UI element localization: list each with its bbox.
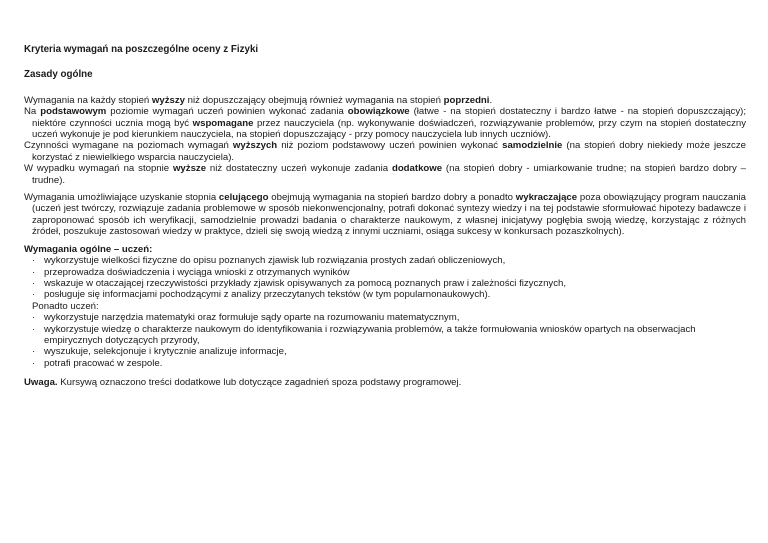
celujacy-paragraph: Wymagania umożliwiające uzyskanie stopnia celującego obejmują wymagania na stopień bardzo dobry a ponadto wykraczające poza obowiązujący program nauczania (uczeń jest twórczy, rozwiązuje zadania problemowe w sposób niekonwencjonalny, potrafi dokonać syntezy wiedzy i na tej podstawie sformułować hipotezy badawcze i zaproponować sposób ich weryfikacji, samodzielnie prowadzi badania o charakterze naukowym, z własnej inicjatywy pogłębia swoją wiedzę, korzystając z różnych źródeł, poszukuje zastosowań wiedzy w praktyce, dzieli się swoją wiedzą z innymi uczniami, osiąga sukcesy w konkursach pozaszkolnych). — [24, 192, 747, 238]
list-item: · wyszukuje, selekcjonuje i krytycznie analizuje informacje, — [32, 346, 287, 358]
document-page — [24, 44, 746, 389]
bullet-icon: · — [32, 255, 36, 267]
additional-requirements-label: Ponadto uczeń: — [32, 300, 99, 312]
rule-paragraph-4: W wypadku wymagań na stopnie wyższe niż dostateczny uczeń wykonuje zadania dodatkowe (na stopień dobry - umiarkowanie trudne; na stopień bardzo dobry – trudne). — [24, 163, 746, 186]
list-item: · wykorzystuje wielkości fizyczne do opisu poznanych zjawisk lub rozwiązania prostych zadań obliczeniowych, — [32, 255, 506, 267]
note-paragraph: Uwaga. Kursywą oznaczono treści dodatkowe lub dotyczące zagadnień spoza podstawy programowej. — [24, 377, 462, 389]
general-requirements-block — [24, 244, 746, 369]
note-label: Uwaga. — [24, 377, 58, 389]
rule-paragraph-1: Wymagania na każdy stopień wyższy niż dopuszczający obejmują również wymagania na stopień poprzedni. — [24, 94, 493, 106]
note-block — [24, 377, 746, 388]
general-requirements-heading: Wymagania ogólne – uczeń: — [24, 243, 153, 255]
document-title: Kryteria wymagań na poszczególne oceny z Fizyki — [24, 44, 259, 55]
bullet-icon: · — [32, 277, 36, 289]
bullet-icon: · — [32, 323, 36, 335]
list-item: · przeprowadza doświadczenia i wyciąga wnioski z otrzymanych wyników — [32, 266, 350, 278]
list-item: · wykorzystuje narzędzia matematyki oraz formułuje sądy oparte na rozumowaniu matematycznym, — [32, 312, 460, 324]
list-item: · potrafi pracować w zespole. — [32, 357, 163, 369]
rules-block — [24, 95, 746, 186]
bullet-icon: · — [32, 289, 36, 301]
rule-paragraph-2: Na podstawowym poziomie wymagań uczeń powinien wykonać zadania obowiązkowe (łatwe - na stopień dostateczny i bardzo łatwe - na stopień dopuszczający); niektóre czynności ucznia mogą być wspomagane przez nauczyciela (np. wykonywanie doświadczeń, rozwiązywanie problemów, przy czym na stopień dostateczny uczeń wykonuje je pod kierunkiem nauczyciela, na stopień dopuszczający - przy pomocy nauczyciela lub innych uczniów). — [24, 106, 747, 141]
bullet-icon: · — [32, 346, 36, 358]
section-title-general-rules: Zasady ogólne — [24, 69, 93, 81]
additional-requirements-list — [24, 312, 746, 369]
bullet-icon: · — [32, 312, 36, 324]
list-item: · wskazuje w otaczającej rzeczywistości przykłady zjawisk opisywanych za pomocą poznanych praw i zależności fizycznych, — [32, 277, 566, 289]
list-item: · wykorzystuje wiedzę o charakterze naukowym do identyfikowania i rozwiązywania problemów, a także formułowania wniosków opartych na obserwacjach empirycznych dotyczących przyrody, — [32, 323, 696, 346]
bullet-icon: · — [32, 266, 36, 278]
list-item: · posługuje się informacjami pochodzącymi z analizy przeczytanych tekstów (w tym popularnonaukowych). — [32, 289, 491, 301]
rule-paragraph-3: Czynności wymagane na poziomach wymagań wyższych niż poziom podstawowy uczeń powinien wykonać samodzielnie (na stopień dobry niekiedy może jeszcze korzystać z niewielkiego wsparcia nauczyciela). — [24, 140, 746, 163]
celujacy-block — [24, 192, 746, 238]
bullet-icon: · — [32, 357, 36, 369]
general-requirements-list — [24, 255, 746, 301]
